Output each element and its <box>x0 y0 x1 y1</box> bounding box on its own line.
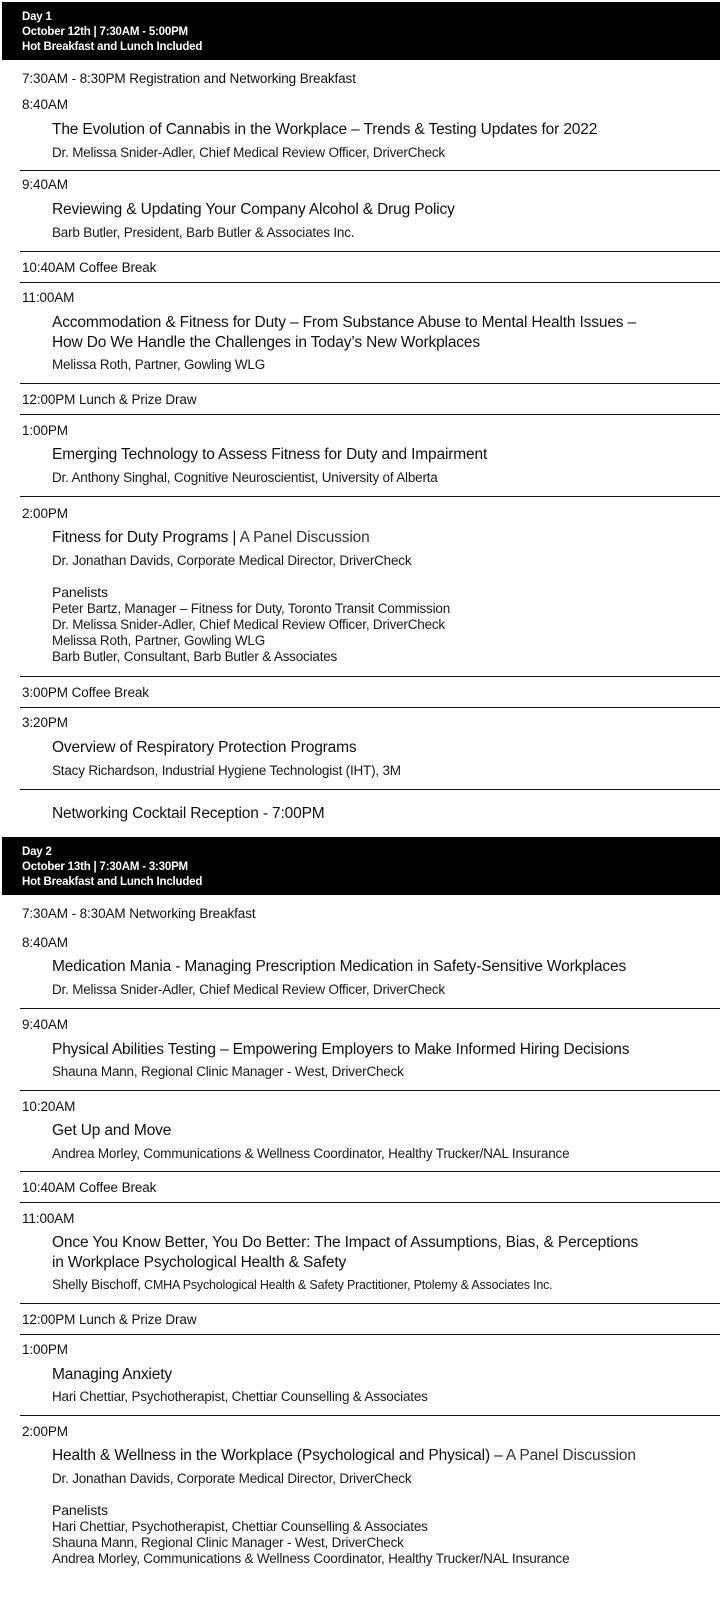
day1-s1-speaker: Dr. Melissa Snider-Adler, Chief Medical Review Officer, DriverCheck <box>52 145 445 160</box>
day2-s4-speaker <box>52 1277 552 1292</box>
day1-label: Day 1 <box>22 11 52 23</box>
day2-s4-title-line1: Once You Know Better, You Do Better: The Impact of Assumptions, Bias, & Perceptions <box>52 1234 639 1251</box>
day1-s5-title-main: Fitness for Duty Programs | <box>52 529 237 546</box>
day1-s3-title-line1: Accommodation & Fitness for Duty – From Substance Abuse to Mental Health Issues – <box>52 314 637 331</box>
day1-s2-speaker: Barb Butler, President, Barb Butler & Associates Inc. <box>52 225 355 240</box>
day2-lunch: 12:00PM Lunch & Prize Draw <box>22 1312 197 1327</box>
day1-s2-title: Reviewing & Updating Your Company Alcohol & Drug Policy <box>52 201 455 218</box>
day1-s5-time: 2:00PM <box>22 506 68 521</box>
day1-s1-time: 8:40AM <box>22 97 68 112</box>
divider <box>20 789 720 790</box>
day2-s2-speaker: Shauna Mann, Regional Clinic Manager - West, DriverCheck <box>52 1064 404 1079</box>
day2-s6-panelist: Andrea Morley, Communications & Wellness Coordinator, Healthy Trucker/NAL Insurance <box>52 1551 570 1566</box>
divider <box>20 496 720 497</box>
divider <box>20 383 720 384</box>
day1-reception: Networking Cocktail Reception - 7:00PM <box>52 805 325 822</box>
divider <box>20 170 720 171</box>
day1-lunch: 12:00PM Lunch & Prize Draw <box>22 392 197 407</box>
day2-note: Hot Breakfast and Lunch Included <box>22 876 203 888</box>
day1-s5-title-suffix: A Panel Discussion <box>236 529 370 546</box>
day1-s6-speaker: Stacy Richardson, Industrial Hygiene Technologist (IHT), 3M <box>52 763 401 778</box>
day1-s6-title: Overview of Respiratory Protection Programs <box>52 739 357 756</box>
day1-s5-panelist: Melissa Roth, Partner, Gowling WLG <box>52 633 266 648</box>
day2-s1-speaker: Dr. Melissa Snider-Adler, Chief Medical Review Officer, DriverCheck <box>52 982 445 997</box>
day1-s5-panelist: Barb Butler, Consultant, Barb Butler & Associates <box>52 649 338 664</box>
day2-s4-speaker-name: Shelly Bischoff, <box>52 1277 141 1292</box>
day2-s5-speaker: Hari Chettiar, Psychotherapist, Chettiar Counselling & Associates <box>52 1389 428 1404</box>
day1-note: Hot Breakfast and Lunch Included <box>22 41 203 53</box>
day1-header <box>2 2 720 60</box>
day2-s4-speaker-role: CMHA Psychological Health & Safety Practitioner, Ptolemy & Associates Inc. <box>140 1278 553 1292</box>
day2-s5-time: 1:00PM <box>22 1342 68 1357</box>
day1-s4-speaker: Dr. Anthony Singhal, Cognitive Neuroscientist, University of Alberta <box>52 470 438 485</box>
day2-s1-title: Medication Mania - Managing Prescription Medication in Safety-Sensitive Workplaces <box>52 958 627 975</box>
day2-s6-title-main: Health & Wellness in the Workplace (Psychological and Physical) – <box>52 1447 503 1464</box>
day2-s3-time: 10:20AM <box>22 1099 76 1114</box>
day1-break1: 10:40AM Coffee Break <box>22 260 157 275</box>
divider <box>20 1008 720 1009</box>
day2-s3-title: Get Up and Move <box>52 1122 172 1139</box>
divider <box>20 414 720 415</box>
divider <box>20 1171 720 1172</box>
day2-label: Day 2 <box>22 846 52 858</box>
day1-s3-time: 11:00AM <box>22 290 75 305</box>
day1-registration: 7:30AM - 8:30PM Registration and Networking Breakfast <box>22 71 356 86</box>
day1-s5-title <box>52 529 370 547</box>
divider <box>20 1334 720 1335</box>
day2-s2-time: 9:40AM <box>22 1017 68 1032</box>
day1-s3-title-line2: How Do We Handle the Challenges in Today’s New Workplaces <box>52 334 480 351</box>
day2-break1: 10:40AM Coffee Break <box>22 1180 157 1195</box>
day2-header <box>2 837 720 895</box>
day1-s5-moderator: Dr. Jonathan Davids, Corporate Medical Director, DriverCheck <box>52 553 412 568</box>
day1-s5-panelist: Peter Bartz, Manager – Fitness for Duty, Toronto Transit Commission <box>52 601 451 616</box>
day2-s4-title-line2: in Workplace Psychological Health & Safety <box>52 1254 347 1271</box>
day2-s6-panelists-label: Panelists <box>52 1502 108 1518</box>
divider <box>20 251 720 252</box>
day2-s6-title-suffix: A Panel Discussion <box>502 1447 636 1464</box>
day2-s2-title: Physical Abilities Testing – Empowering Employers to Make Informed Hiring Decisions <box>52 1041 630 1058</box>
day1-s4-title: Emerging Technology to Assess Fitness for Duty and Impairment <box>52 446 488 463</box>
divider <box>20 1303 720 1304</box>
divider <box>20 707 720 708</box>
divider <box>20 1202 720 1203</box>
day2-s5-title: Managing Anxiety <box>52 1366 172 1383</box>
day2-s6-panelist: Hari Chettiar, Psychotherapist, Chettiar Counselling & Associates <box>52 1519 428 1534</box>
day1-date: October 12th | 7:30AM - 5:00PM <box>22 26 188 38</box>
day1-s3-speaker: Melissa Roth, Partner, Gowling WLG <box>52 357 266 372</box>
day2-s6-panelist: Shauna Mann, Regional Clinic Manager - West, DriverCheck <box>52 1535 404 1550</box>
day2-s1-time: 8:40AM <box>22 935 68 950</box>
divider <box>20 282 720 283</box>
day2-s3-speaker: Andrea Morley, Communications & Wellness Coordinator, Healthy Trucker/NAL Insurance <box>52 1146 570 1161</box>
day2-registration: 7:30AM - 8:30AM Networking Breakfast <box>22 906 256 921</box>
day1-s1-title: The Evolution of Cannabis in the Workplace – Trends & Testing Updates for 2022 <box>52 121 598 138</box>
day2-s4-time: 11:00AM <box>22 1211 75 1226</box>
divider <box>20 676 720 677</box>
divider <box>20 1415 720 1416</box>
day1-s5-panelists-label: Panelists <box>52 584 108 600</box>
day1-break2: 3:00PM Coffee Break <box>22 685 149 700</box>
day1-s6-time: 3:20PM <box>22 715 68 730</box>
day1-s2-time: 9:40AM <box>22 177 68 192</box>
day2-s6-moderator: Dr. Jonathan Davids, Corporate Medical Director, DriverCheck <box>52 1471 412 1486</box>
day1-s4-time: 1:00PM <box>22 423 68 438</box>
day2-s6-title <box>52 1447 636 1465</box>
divider <box>20 1090 720 1091</box>
day2-date: October 13th | 7:30AM - 3:30PM <box>22 861 188 873</box>
day1-s5-panelist: Dr. Melissa Snider-Adler, Chief Medical Review Officer, DriverCheck <box>52 617 445 632</box>
day2-s6-time: 2:00PM <box>22 1424 68 1439</box>
